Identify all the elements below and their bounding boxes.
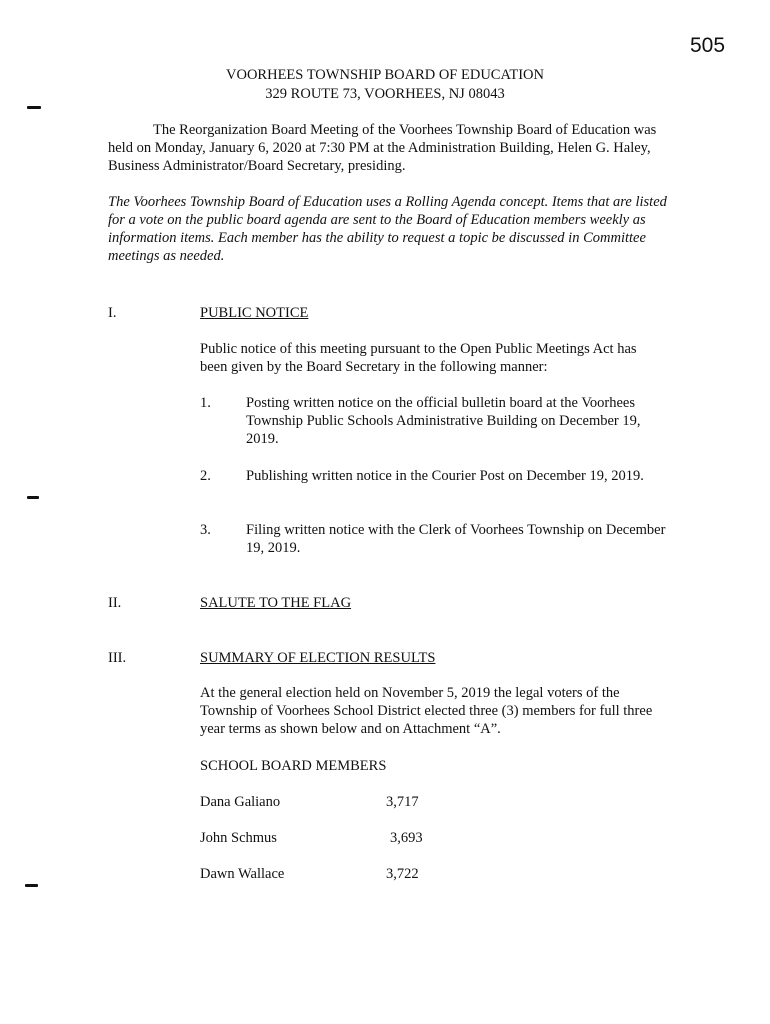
notice-item-text: Posting written notice on the official bulletin board at the Voorhees Township Public Schools Administrative Building on December 19, 2019.: [246, 395, 641, 447]
section-number-public-notice: I.: [108, 305, 117, 321]
section-title-salute: SALUTE TO THE FLAG: [200, 595, 352, 611]
scan-mark-middle: [27, 496, 39, 499]
member-name: Dawn Wallace: [200, 866, 285, 882]
rolling-agenda-note: The Voorhees Township Board of Education uses a Rolling Agenda concept. Items that are listed for a vote on the public board agenda are sent to the Board of Education members weekly as information items. Each member has the ability to request a topic be discussed in Committee meetings as needed.: [108, 194, 667, 264]
member-votes: 3,717: [386, 794, 419, 810]
member-votes: 3,722: [386, 866, 419, 882]
board-address-heading: 329 ROUTE 73, VOORHEES, NJ 08043: [265, 86, 505, 102]
public-notice-body: Public notice of this meeting pursuant to the Open Public Meetings Act has been given by the Board Secretary in the following manner:: [200, 341, 637, 375]
section-title-election: SUMMARY OF ELECTION RESULTS: [200, 650, 436, 666]
election-results-body: At the general election held on November 5, 2019 the legal voters of the Township of Voorhees School District elected three (3) members for full three year terms as shown below and on Attachment “A”.: [200, 685, 653, 737]
member-votes: 3,693: [390, 830, 423, 846]
notice-item-text: Publishing written notice in the Courier Post on December 19, 2019.: [246, 468, 644, 484]
member-name: John Schmus: [200, 830, 277, 846]
section-title-public-notice: PUBLIC NOTICE: [200, 305, 309, 321]
meeting-intro-paragraph: The Reorganization Board Meeting of the Voorhees Township Board of Education was held on Monday, January 6, 2020 at 7:30 PM at the Administration Building, Helen G. Haley, Business Administrator/Board Secretary, presiding.: [108, 122, 657, 174]
scan-mark-top: [27, 106, 41, 109]
member-name: Dana Galiano: [200, 794, 281, 810]
scan-mark-bottom: [25, 884, 38, 887]
notice-item-text: Filing written notice with the Clerk of Voorhees Township on December 19, 2019.: [246, 522, 666, 556]
section-number-election: III.: [108, 650, 127, 666]
section-number-salute: II.: [108, 595, 122, 611]
notice-item-number: 2.: [200, 468, 211, 484]
board-name-heading: VOORHEES TOWNSHIP BOARD OF EDUCATION: [226, 67, 544, 83]
notice-item-number: 1.: [200, 395, 211, 411]
school-board-members-heading: SCHOOL BOARD MEMBERS: [200, 758, 387, 774]
page-number: 505: [690, 34, 726, 57]
notice-item-number: 3.: [200, 522, 211, 538]
